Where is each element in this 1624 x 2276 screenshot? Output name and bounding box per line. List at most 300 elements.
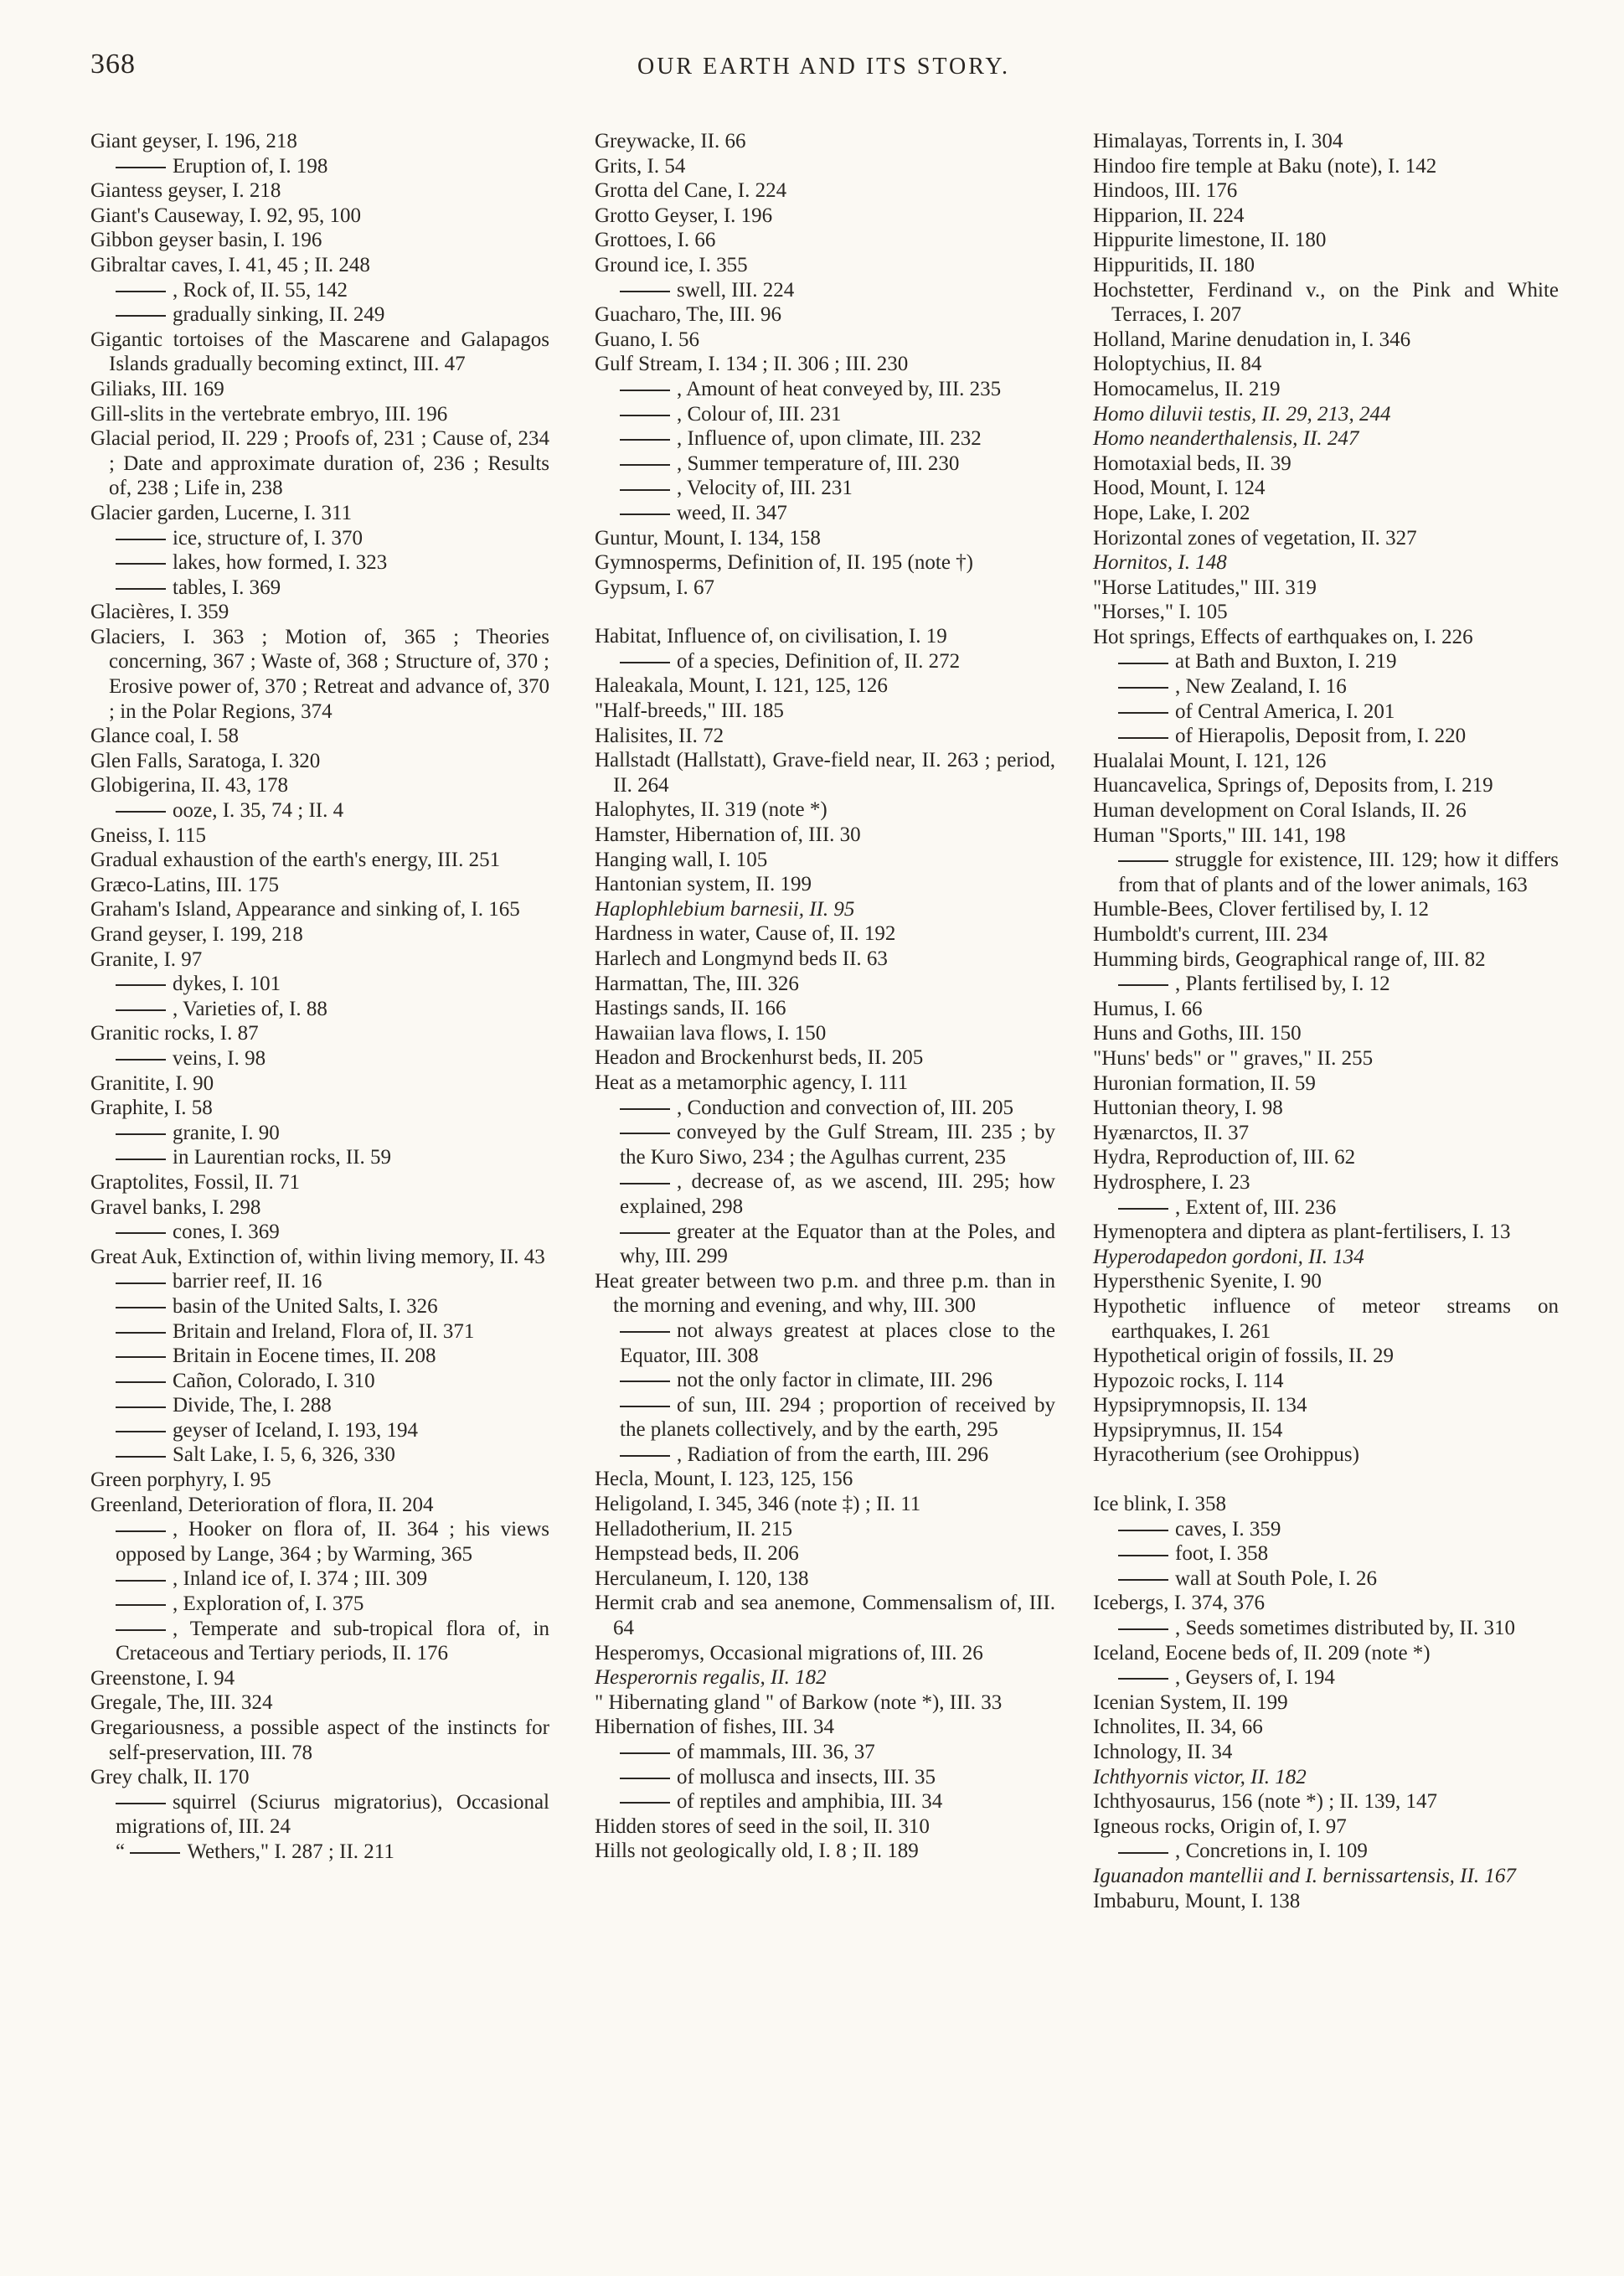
index-entry: [595, 624, 1055, 649]
ditto-dash: [1118, 663, 1168, 664]
entry-text: Holland, Marine denudation in, I. 346: [1093, 328, 1411, 351]
entry-text: at Bath and Buxton, I. 219: [1175, 650, 1397, 674]
index-entry: [90, 178, 549, 204]
entry-text: Hills not geologically old, I. 8 ; II. 189: [595, 1840, 919, 1863]
index-subentry: “ Wethers," I. 287 ; II. 211: [116, 1840, 394, 1863]
entry-text: Huronian formation, II. 59: [1093, 1071, 1316, 1095]
index-subentry: [595, 649, 1055, 674]
index-entry: [1093, 1591, 1559, 1616]
entry-text: Igneous rocks, Origin of, I. 97: [1093, 1814, 1347, 1838]
ditto-dash: [620, 1381, 670, 1382]
index-entry: [1093, 1765, 1559, 1790]
entry-text: Horizontal zones of vegetation, II. 327: [1093, 526, 1417, 550]
ditto-dash: [620, 1232, 670, 1234]
entry-text: , Geysers of, I. 194: [1175, 1666, 1335, 1690]
index-entry: [595, 1467, 1055, 1492]
index-column-3: [1093, 129, 1559, 1913]
entry-text: , Conduction and convection of, III. 205: [677, 1096, 1013, 1119]
entry-text: of sun, III. 294 ; proportion of received by the planets collectively, and by the earth, 295: [620, 1393, 1055, 1442]
entry-text: Homotaxial beds, II. 39: [1093, 452, 1291, 475]
entry-text: "Huns' beds" or " graves," II. 255: [1093, 1046, 1374, 1070]
ditto-dash: [116, 1406, 166, 1408]
index-entry: [1093, 1121, 1559, 1146]
entry-text: Hastings sands, II. 166: [595, 997, 786, 1020]
entry-text: Hallstadt (Hallstatt), Grave-field near, II. 263 ; period, II. 264: [595, 749, 1055, 797]
index-entry: [90, 328, 549, 377]
index-entry: [90, 749, 549, 774]
entry-text: not the only factor in climate, III. 296: [677, 1369, 992, 1392]
index-entry: [1093, 575, 1559, 601]
entry-text: lakes, how formed, I. 323: [173, 551, 388, 575]
entry-text: Glance coal, I. 58: [90, 725, 240, 748]
entry-text: , decrease of, as we ascend, III. 295; how explained, 298: [620, 1170, 1055, 1218]
ditto-dash: [116, 1332, 166, 1334]
entry-text: Habitat, Influence of, on civilisation, I. 19: [595, 625, 947, 648]
entry-text: Gravel banks, I. 298: [90, 1195, 261, 1219]
index-entry: [1093, 253, 1559, 278]
entry-text: Hindoo fire temple at Baku (note), I. 142: [1093, 154, 1437, 178]
ditto-dash: [620, 1108, 670, 1110]
entry-text: Gregariousness, a possible aspect of the instincts for self-preservation, III. 78: [90, 1716, 549, 1764]
index-entry: [1093, 1740, 1559, 1765]
index-subentry: [90, 1344, 549, 1369]
ditto-dash: [116, 167, 166, 168]
entry-text: foot, I. 358: [1175, 1542, 1269, 1566]
entry-text: Hot springs, Effects of earthquakes on, I. 226: [1093, 625, 1473, 648]
entry-text: barrier reef, II. 16: [173, 1270, 322, 1293]
index-entry: [595, 872, 1055, 897]
index-entry: [90, 1765, 549, 1790]
index-subentry: [1093, 1517, 1559, 1542]
entry-text: , Summer temperature of, III. 230: [677, 452, 960, 475]
entry-text: Humboldt's current, III. 234: [1093, 923, 1328, 946]
page-number: 368: [90, 49, 136, 80]
index-entry: [1093, 1864, 1559, 1889]
ditto-dash: [116, 1356, 166, 1358]
entry-text: of mammals, III. 36, 37: [677, 1741, 875, 1763]
entry-text: Greywacke, II. 66: [595, 130, 746, 152]
entry-text: Huttonian theory, I. 98: [1093, 1097, 1283, 1120]
index-entry: [595, 1566, 1055, 1592]
index-entry: [595, 1071, 1055, 1096]
entry-text: Grey chalk, II. 170: [90, 1766, 250, 1789]
entry-text: Gibraltar caves, I. 41, 45 ; II. 248: [90, 253, 370, 276]
ditto-dash: [1118, 687, 1168, 689]
index-entry: [1093, 278, 1559, 328]
index-subentry: [90, 1145, 549, 1170]
entry-text: Humus, I. 66: [1093, 997, 1203, 1020]
index-subentry: [1093, 1195, 1559, 1221]
entry-text: Hyænarctos, II. 37: [1093, 1121, 1250, 1144]
index-entry: [1093, 526, 1559, 551]
index-subentry: [90, 1294, 549, 1319]
index-entry: [1093, 1145, 1559, 1170]
entry-text: in Laurentian rocks, II. 59: [173, 1146, 392, 1169]
entry-text: Haleakala, Mount, I. 121, 125, 126: [595, 674, 888, 698]
index-entry: [595, 1665, 1055, 1690]
index-entry: [595, 550, 1055, 575]
index-entry: [1093, 1715, 1559, 1740]
entry-text: Icenian System, II. 199: [1093, 1690, 1288, 1714]
entry-text: Graham's Island, Appearance and sinking of, I. 165: [90, 898, 520, 921]
index-subentry: [595, 1319, 1055, 1368]
entry-text: Green porphyry, I. 95: [90, 1468, 271, 1492]
index-entry: [1093, 550, 1559, 575]
entry-text: Hualalai Mount, I. 121, 126: [1093, 749, 1327, 772]
entry-text: Ichnology, II. 34: [1093, 1741, 1233, 1763]
index-entry: [90, 402, 549, 427]
ditto-dash: [620, 1331, 670, 1333]
index-entry: [595, 1269, 1055, 1319]
index-entry: [90, 1666, 549, 1691]
entry-text: Homo diluvii testis, II. 29, 213, 244: [1093, 402, 1391, 426]
entry-text: Glaciers, I. 363 ; Motion of, 365 ; Theories concerning, 367 ; Waste of, 368 ; Structure of, 370 ; Erosive power of, 370 ; Retreat and advance of, 370 ; in the Polar Regions, 374: [90, 625, 549, 723]
index-subentry: [595, 1765, 1055, 1790]
index-subentry: [90, 278, 549, 303]
ditto-dash: [116, 1381, 166, 1383]
entry-text: squirrel (Sciurus migratorius), Occasional migrations of, III. 24: [116, 1790, 549, 1839]
entry-text: , Temperate and sub-tropical flora of, in Cretaceous and Tertiary periods, II. 176: [116, 1617, 549, 1665]
index-subentry: [90, 550, 549, 575]
entry-text: "Half-breeds," III. 185: [595, 699, 784, 723]
index-entry: [1093, 749, 1559, 774]
ditto-dash: [116, 539, 166, 540]
ditto-dash: [1118, 1579, 1168, 1581]
index-subentry: [595, 377, 1055, 402]
ditto-dash: [116, 1232, 166, 1234]
entry-text: of reptiles and amphibia, III. 34: [677, 1790, 943, 1814]
entry-text: ice, structure of, I. 370: [173, 526, 363, 550]
entry-text: Hypozoic rocks, I. 114: [1093, 1369, 1284, 1392]
index-entry: [1093, 1220, 1559, 1245]
entry-text: ooze, I. 35, 74 ; II. 4: [173, 799, 344, 823]
index-entry: [595, 897, 1055, 922]
entry-text: Huns and Goths, III. 150: [1093, 1022, 1302, 1045]
index-entry: [90, 1170, 549, 1195]
ditto-dash: [620, 1802, 670, 1804]
ditto-dash: [620, 439, 670, 441]
index-subentry: [595, 1220, 1055, 1269]
index-entry: [595, 674, 1055, 699]
entry-text: Hypersthenic Syenite, I. 90: [1093, 1270, 1322, 1293]
index-subentry: [595, 476, 1055, 501]
ditto-dash: [620, 415, 670, 416]
index-entry: [1093, 178, 1559, 204]
entry-text: Grotto Geyser, I. 196: [595, 204, 773, 227]
index-entry: [1093, 1442, 1559, 1468]
index-entry: [595, 253, 1055, 278]
entry-text: geyser of Iceland, I. 193, 194: [173, 1418, 418, 1442]
index-entry: [595, 1541, 1055, 1566]
entry-text: of a species, Definition of, II. 272: [677, 649, 961, 673]
entry-text: Great Auk, Extinction of, within living memory, II. 43: [90, 1245, 545, 1268]
index-subentry: [1093, 1541, 1559, 1566]
ditto-dash: [1118, 737, 1168, 739]
entry-text: veins, I. 98: [173, 1046, 266, 1070]
index-entry: [90, 1716, 549, 1765]
ditto-dash: [620, 1133, 670, 1134]
index-entry: [1093, 204, 1559, 229]
entry-text: Hydrosphere, I. 23: [1093, 1170, 1250, 1194]
index-subentry: [595, 1169, 1055, 1219]
index-entry: [595, 526, 1055, 551]
index-entry: [90, 1493, 549, 1518]
entry-text: Halisites, II. 72: [595, 724, 724, 747]
ditto-dash: [1118, 984, 1168, 986]
entry-text: wall at South Pole, I. 26: [1175, 1566, 1377, 1590]
entry-text: Hypothetical origin of fossils, II. 29: [1093, 1344, 1394, 1368]
entry-text: Humming birds, Geographical range of, III. 82: [1093, 947, 1486, 971]
entry-text: Giantess geyser, I. 218: [90, 179, 281, 203]
entry-text: Hesperornis regalis, II. 182: [595, 1666, 827, 1690]
index-subentry: [90, 1220, 549, 1245]
entry-text: struggle for existence, III. 129; how it differs from that of plants and of the lower animals, 163: [1118, 849, 1559, 896]
entry-text: Heat greater between two p.m. and three p.m. than in the morning and evening, and why, III. 300: [595, 1269, 1055, 1318]
entry-text: Glacial period, II. 229 ; Proofs of, 231 ; Cause of, 234 ; Date and approximate duration of, 236 ; Results of, 238 ; Life in, 238: [90, 427, 549, 500]
entry-text: Hypsiprymnopsis, II. 134: [1093, 1394, 1307, 1417]
index-entry: [1093, 1690, 1559, 1716]
entry-text: , Colour of, III. 231: [677, 402, 842, 426]
index-subentry: [595, 1442, 1055, 1468]
index-entry: [1093, 1814, 1559, 1840]
entry-text: Hochstetter, Ferdinand v., on the Pink and White Terraces, I. 207: [1093, 278, 1559, 327]
entry-text: Hipparion, II. 224: [1093, 204, 1245, 227]
index-entry: [1093, 1071, 1559, 1097]
entry-text: Homo neanderthalensis, II. 247: [1093, 427, 1359, 451]
entry-text: Gymnosperms, Definition of, II. 195 (note †): [595, 551, 974, 575]
entry-text: weed, II. 347: [677, 501, 787, 524]
ditto-dash: [116, 1133, 166, 1135]
entry-text: Gill-slits in the vertebrate embryo, III. 196: [90, 402, 448, 426]
index-subentry: [595, 1740, 1055, 1765]
entry-text: Gibbon geyser basin, I. 196: [90, 229, 322, 252]
entry-text: Hibernation of fishes, III. 34: [595, 1716, 835, 1739]
index-entry: [1093, 798, 1559, 823]
index-entry: [90, 1096, 549, 1121]
index-subentry: [595, 1789, 1055, 1814]
index-entry: [90, 426, 549, 501]
entry-text: Hamster, Hibernation of, III. 30: [595, 823, 861, 847]
ditto-dash: [620, 514, 670, 515]
ditto-dash: [116, 1456, 166, 1458]
index-entry: [1093, 1344, 1559, 1369]
entry-text: Divide, The, I. 288: [173, 1394, 332, 1417]
entry-text: "Horses," I. 105: [1093, 601, 1228, 624]
index-subentry: [90, 997, 549, 1022]
index-column-1: [90, 129, 549, 1865]
index-entry: [90, 600, 549, 625]
entry-text: , Velocity of, III. 231: [677, 477, 853, 500]
index-entry: [90, 947, 549, 973]
entry-text: , Concretions in, I. 109: [1175, 1840, 1368, 1863]
ditto-dash: [116, 1059, 166, 1061]
index-subentry: [90, 972, 549, 997]
entry-text: Hyperodapedon gordoni, II. 134: [1093, 1245, 1364, 1268]
index-subentry: [90, 1442, 549, 1468]
entry-text: Globigerina, II. 43, 178: [90, 774, 289, 797]
entry-text: , Inland ice of, I. 374 ; III. 309: [173, 1567, 428, 1591]
index-entry: [595, 797, 1055, 823]
index-subentry: [1093, 972, 1559, 997]
entry-text: tables, I. 369: [173, 575, 281, 599]
ditto-dash: [116, 1580, 166, 1582]
index-subentry: [1093, 674, 1559, 699]
entry-text: Graphite, I. 58: [90, 1097, 213, 1120]
entry-text: Hidden stores of seed in the soil, II. 310: [595, 1814, 930, 1838]
index-entry: [595, 228, 1055, 253]
index-entry: [90, 922, 549, 947]
entry-text: "Horse Latitudes," III. 319: [1093, 575, 1317, 599]
entry-text: Heat as a metamorphic agency, I. 111: [595, 1071, 909, 1094]
entry-text: Hydra, Reproduction of, III. 62: [1093, 1146, 1356, 1169]
index-entry: [595, 129, 1055, 154]
entry-text: Icebergs, I. 374, 376: [1093, 1592, 1266, 1615]
index-subentry: [595, 452, 1055, 477]
entry-text: Ground ice, I. 355: [595, 253, 748, 276]
entry-text: , Hooker on flora of, II. 364 ; his views opposed by Lange, 364 ; by Warming, 365: [116, 1518, 549, 1566]
ditto-dash: [116, 1159, 166, 1160]
ditto-dash: [620, 291, 670, 292]
index-entry: [1093, 501, 1559, 526]
index-entry: [1093, 1393, 1559, 1418]
entry-text: Hope, Lake, I. 202: [1093, 501, 1250, 524]
entry-text: of Central America, I. 201: [1175, 699, 1395, 723]
entry-text: Guano, I. 56: [595, 328, 699, 351]
entry-text: , Radiation of from the earth, III. 296: [677, 1442, 989, 1466]
entry-text: Hesperomys, Occasional migrations of, III. 26: [595, 1641, 983, 1664]
entry-text: not always greatest at places close to the Equator, III. 308: [620, 1319, 1055, 1367]
index-entry: [595, 1641, 1055, 1666]
entry-text: Ice blink, I. 358: [1093, 1493, 1226, 1516]
index-subentry: [1093, 1665, 1559, 1690]
index-entry: [90, 129, 549, 154]
index-entry: [1093, 228, 1559, 253]
index-entry: [90, 848, 549, 873]
entry-text: Hermit crab and sea anemone, Commensalism of, III. 64: [595, 1592, 1055, 1640]
entry-text: Granite, I. 97: [90, 947, 203, 971]
ditto-dash: [116, 1307, 166, 1308]
index-entry: [1093, 1269, 1559, 1294]
index-entry: [595, 748, 1055, 797]
index-subentry: [595, 278, 1055, 303]
index-entry: [595, 1591, 1055, 1640]
entry-text: cones, I. 369: [173, 1221, 280, 1244]
entry-text: Herculaneum, I. 120, 138: [595, 1566, 809, 1590]
index-entry: [595, 178, 1055, 204]
entry-text: Glen Falls, Saratoga, I. 320: [90, 749, 321, 772]
entry-text: Heligoland, I. 345, 346 (note ‡) ; II. 11: [595, 1493, 921, 1516]
index-entry: [90, 228, 549, 253]
entry-text: Hempstead beds, II. 206: [595, 1542, 799, 1566]
entry-text: Hornitos, I. 148: [1093, 551, 1227, 575]
index-entry: [595, 204, 1055, 229]
index-entry: [595, 1690, 1055, 1716]
entry-text: Grits, I. 54: [595, 154, 686, 178]
ditto-dash: [1118, 860, 1168, 862]
index-entry: [90, 823, 549, 849]
index-subentry: [90, 1269, 549, 1294]
entry-text: Giant geyser, I. 196, 218: [90, 130, 297, 152]
index-entry: [595, 823, 1055, 848]
entry-text: Glacières, I. 359: [90, 601, 229, 624]
index-entry: [1093, 426, 1559, 452]
ditto-dash: [116, 1803, 166, 1804]
index-entry: [595, 352, 1055, 377]
ditto-dash: [116, 1604, 166, 1606]
index-subentry: [90, 798, 549, 823]
index-entry: [595, 154, 1055, 179]
entry-text: Hippurite limestone, II. 180: [1093, 229, 1327, 252]
index-entry: [90, 1021, 549, 1046]
index-entry: [90, 1245, 549, 1270]
index-subentry: [1093, 699, 1559, 725]
entry-text: Humble-Bees, Clover fertilised by, I. 12: [1093, 898, 1430, 921]
index-subentry: [595, 1393, 1055, 1442]
ditto-dash: [1118, 1530, 1168, 1531]
index-subentry: [1093, 1616, 1559, 1641]
entry-text: Hypothetic influence of meteor streams on earthquakes, I. 261: [1093, 1294, 1559, 1343]
index-entry: [90, 625, 549, 724]
running-title: OUR EARTH AND ITS STORY.: [637, 54, 1010, 80]
index-entry: [90, 1195, 549, 1221]
entry-text: Helladotherium, II. 215: [595, 1517, 793, 1541]
ditto-dash: [1118, 1628, 1168, 1630]
entry-text: Britain in Eocene times, II. 208: [173, 1344, 436, 1368]
index-entry: [90, 377, 549, 402]
ditto-dash: [620, 1406, 670, 1407]
entry-text: Guntur, Mount, I. 134, 158: [595, 526, 821, 550]
ditto-dash: [1118, 712, 1168, 714]
ditto-dash: [116, 1009, 166, 1011]
index-subentry: [90, 1566, 549, 1592]
index-entry: [1093, 129, 1559, 154]
entry-text: Hawaiian lava flows, I. 150: [595, 1021, 827, 1045]
index-entry: [595, 1715, 1055, 1740]
index-subentry: [90, 1418, 549, 1443]
ditto-dash: [1118, 1208, 1168, 1210]
entry-text: Haplophlebium barnesii, II. 95: [595, 897, 855, 921]
index-entry: [90, 724, 549, 749]
entry-text: Hippuritids, II. 180: [1093, 253, 1255, 276]
index-entry: [1093, 897, 1559, 922]
entry-text: Graptolites, Fossil, II. 71: [90, 1170, 300, 1194]
entry-text: granite, I. 90: [173, 1121, 280, 1144]
ditto-dash: [620, 1455, 670, 1457]
entry-text: " Hibernating gland " of Barkow (note *), III. 33: [595, 1690, 1003, 1714]
entry-text: Homocamelus, II. 219: [1093, 377, 1281, 400]
entry-text: Giant's Causeway, I. 92, 95, 100: [90, 204, 361, 227]
index-subentry: [595, 501, 1055, 526]
index-entry: [595, 1021, 1055, 1046]
index-entry: [90, 897, 549, 922]
index-entry: [1093, 1294, 1559, 1344]
entry-text: Imbaburu, Mount, I. 138: [1093, 1889, 1301, 1912]
index-entry: [1093, 452, 1559, 477]
ditto-dash: [620, 464, 670, 466]
ditto-dash: [620, 489, 670, 491]
index-entry: [1093, 947, 1559, 973]
index-entry: [1093, 1245, 1559, 1270]
ditto-dash: [116, 1431, 166, 1432]
index-subentry: [595, 1096, 1055, 1121]
ditto-dash: [620, 1752, 670, 1754]
entry-text: basin of the United Salts, I. 326: [173, 1294, 438, 1318]
index-subentry: [90, 526, 549, 551]
entry-text: Salt Lake, I. 5, 6, 326, 330: [173, 1443, 395, 1467]
ditto-dash: [116, 1530, 166, 1532]
index-entry: [90, 204, 549, 229]
entry-text: , Extent of, III. 236: [1175, 1195, 1337, 1219]
